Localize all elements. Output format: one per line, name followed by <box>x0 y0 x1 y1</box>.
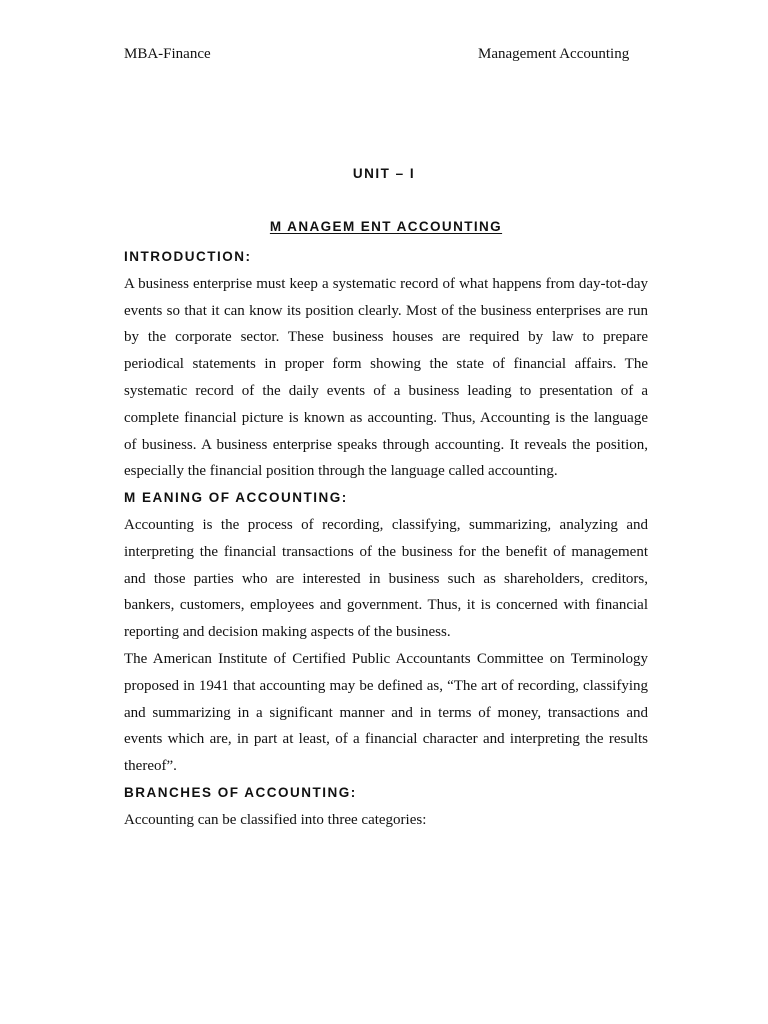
page-header-right: Management Accounting <box>478 46 630 62</box>
branches-heading: BRANCHES OF ACCOUNTING: <box>124 784 357 800</box>
introduction-paragraph: A business enterprise must keep a systematic record of what happens from day-tot-day events so that it can know its position clearly. Most of the business enterprises are run by the corporate sector. These business houses are required by law to prepare periodical statements in proper form showing the state of financial affairs. The systematic record of the daily events of a business leading to presentation of a complete financial picture is known as accounting. Thus, Accounting is the language of business. A business enterprise speaks through accounting. It reveals the position, especially the financial position through the language called accounting. <box>124 275 648 480</box>
page-header-left: MBA-Finance <box>124 46 211 62</box>
branches-paragraph: Accounting can be classified into three categories: <box>124 811 427 828</box>
meaning-paragraph-1: Accounting is the process of recording, classifying, summarizing, analyzing and interpreting the financial transactions of the business for the benefit of management and those parties who are interested in business such as shareholders, creditors, bankers, customers, employees and government. Thus, it is concerned with financial reporting and decision making aspects of the business. <box>124 516 648 641</box>
document-body <box>124 244 648 834</box>
unit-title: UNIT – I <box>352 166 416 181</box>
chapter-title: M ANAGEM ENT ACCOUNTING <box>269 219 503 234</box>
meaning-heading: M EANING OF ACCOUNTING: <box>124 490 348 506</box>
introduction-heading: INTRODUCTION: <box>124 249 252 264</box>
meaning-paragraph-2: The American Institute of Certified Public Accountants Committee on Terminology proposed in 1941 that accounting may be defined as, “The art of recording, classifying and summarizing in a significant manner and in terms of money, transactions and events which are, in part at least, of a financial character and interpreting the results thereof”. <box>124 650 648 775</box>
